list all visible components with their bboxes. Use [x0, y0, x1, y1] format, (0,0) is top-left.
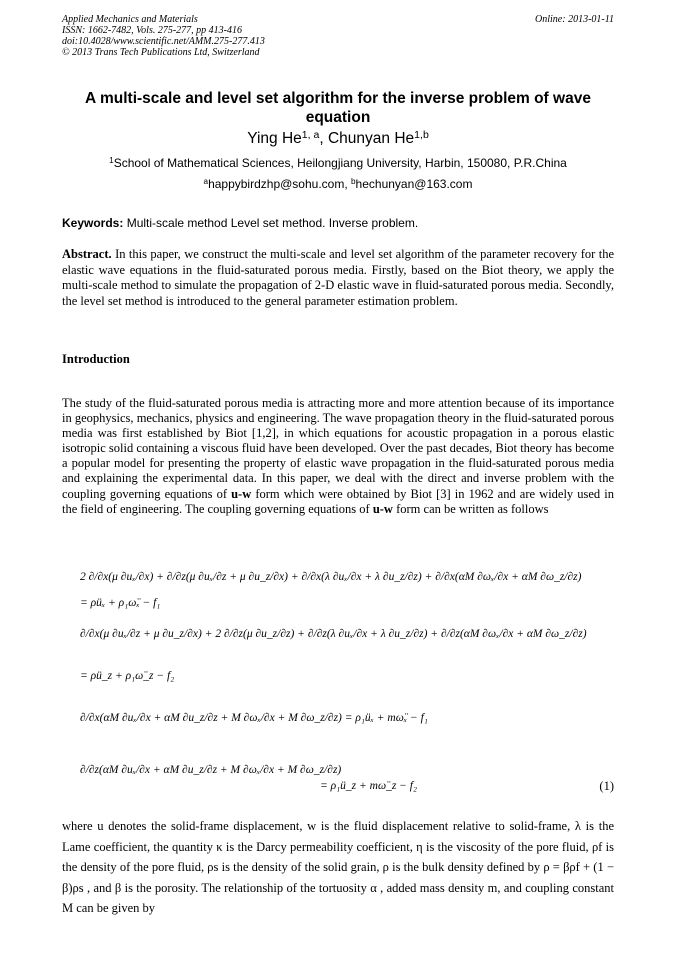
svg-text:∂/∂x(αM ∂uₓ/∂x + αM ∂u_z/∂z +: ∂/∂x(αM ∂uₓ/∂x + αM ∂u_z/∂z + M ∂ωₓ/∂x + M ∂ω_z/∂z) = ρ₁üₓ + mω̈ₓ − f₁ [80, 712, 428, 724]
keywords-label: Keywords: [62, 216, 124, 230]
post-equation-text: where u denotes the solid-frame displacement, w is the fluid displacement relative to solid-frame, λ is the Lame coefficient, the quantity κ is the Darcy permeability coefficient, η is the viscosity of the pore fluid, ρf is the density of the pore fluid, ρs is the density of the solid grain, ρ is the bulk density defined by ρ = βρf + (1 − β)ρs , and β is the porosity. The relationship of the tortuosity α , added mass density m, and coupling constant M can be given by [62, 819, 614, 915]
authors [62, 130, 614, 148]
intro-text-3: form can be written as follows [392, 501, 549, 516]
keywords [62, 216, 418, 230]
email-b-sup: b [351, 176, 356, 186]
affiliation [62, 156, 614, 170]
journal-header [62, 14, 265, 58]
doi-line: doi:10.4028/www.scientific.net/AMM.275-277.413 [62, 36, 265, 47]
svg-text:∂/∂z(αM ∂uₓ/∂x + αM ∂u_z/∂z +: ∂/∂z(αM ∂uₓ/∂x + αM ∂u_z/∂z + M ∂ωₓ/∂x + M ∂ω_z/∂z) [80, 764, 342, 776]
intro-paragraph [62, 396, 614, 517]
paper-title: A multi-scale and level set algorithm for the inverse problem of wave equation [85, 90, 591, 126]
email-a-sup: a [203, 176, 209, 186]
author-1: Ying He [247, 130, 302, 147]
issn-line: ISSN: 1662-7482, Vols. 275-277, pp 413-416 [62, 25, 242, 36]
author-separator: , [319, 130, 328, 147]
affiliation-sup: 1 [109, 155, 114, 165]
equation-number: (1) [599, 779, 614, 793]
svg-text:= ρ₁ü_z + mω̈_z − f₂: = ρ₁ü_z + mω̈_z − f₂ [320, 780, 417, 792]
author-2-sup: 1,b [414, 128, 429, 141]
svg-text:= ρüₓ + ρ₁ω̈ₓ − f₁: = ρüₓ + ρ₁ω̈ₓ − f₁ [80, 597, 161, 609]
copyright-line: © 2013 Trans Tech Publications Ltd, Switzerland [62, 47, 260, 58]
intro-text-2: form which were obtained by Biot [3] in 1962 and are widely used in the field of engineering. The coupling governing equations of [62, 486, 614, 516]
emails [62, 177, 614, 191]
equation-block [80, 565, 614, 799]
online-date: Online: 2013-01-11 [535, 14, 614, 25]
author-1-sup: 1, a [301, 128, 320, 141]
abstract-text: In this paper, we construct the multi-scale and level set algorithm of the parameter recovery for the elastic wave equations in the fluid-saturated porous media. Firstly, based on the Biot theory, we apply the multi-scale method to simulate the propagation of 2-D elastic wave in fluid-saturated porous media. Secondly, the level set method is introduced to the general parameter estimation problem. [62, 247, 614, 308]
svg-text:= ρü_z + ρ₁ω̈_z − f₂: = ρü_z + ρ₁ω̈_z − f₂ [80, 670, 175, 682]
abstract-label: Abstract. [62, 247, 112, 261]
equations-graphic [80, 565, 614, 799]
intro-uw-2: u-w [372, 501, 393, 516]
journal-name: Applied Mechanics and Materials [62, 14, 198, 25]
author-2: Chunyan He [327, 130, 415, 147]
intro-text-1: The study of the fluid-saturated porous media is attracting more and more attention because of its importance in geophysics, mechanics, physics and engineering. The wave propagation theory in the fluid-saturated porous media was first established by Biot [1,2], in which equations for acoustic propagation in a porous elastic isotropic solid containing a viscous fluid have been developed. Over the past decades, Biot theory has become a popular model for presenting the property of elastic wave propagation in the fluid-saturated porous media and explaining the experimental data. In this paper, we deal with the direct and inverse problem with the coupling governing equations of [62, 396, 614, 501]
intro-uw-1: u-w [231, 486, 252, 501]
affiliation-text: School of Mathematical Sciences, Heilongjiang University, Harbin, 150080, P.R.China [113, 156, 567, 170]
section-title: Introduction [62, 352, 130, 366]
abstract [62, 247, 614, 309]
keywords-text: Multi-scale method Level set method. Inverse problem. [123, 216, 419, 230]
email-a: happybirdzhp@sohu.com, [208, 177, 351, 191]
svg-text:∂/∂x(μ ∂uₓ/∂z + μ ∂u_z/∂x) + 2: ∂/∂x(μ ∂uₓ/∂z + μ ∂u_z/∂x) + 2 ∂/∂z(μ ∂u_z/∂z) + ∂/∂z(λ ∂uₓ/∂x + λ ∂u_z/∂z) + ∂/∂z(αM ∂ωₓ/∂x + αM ∂ω_z/∂z) [80, 628, 587, 640]
svg-text:2 ∂/∂x(μ ∂uₓ/∂x) + ∂/∂z(μ ∂uₓ/: 2 ∂/∂x(μ ∂uₓ/∂x) + ∂/∂z(μ ∂uₓ/∂z + μ ∂u_z/∂x) + ∂/∂x(λ ∂uₓ/∂x + λ ∂u_z/∂z) + ∂/∂x(αM ∂ωₓ/∂x + αM ∂ω_z/∂z) [80, 571, 582, 583]
email-b: hechunyan@163.com [355, 177, 473, 191]
